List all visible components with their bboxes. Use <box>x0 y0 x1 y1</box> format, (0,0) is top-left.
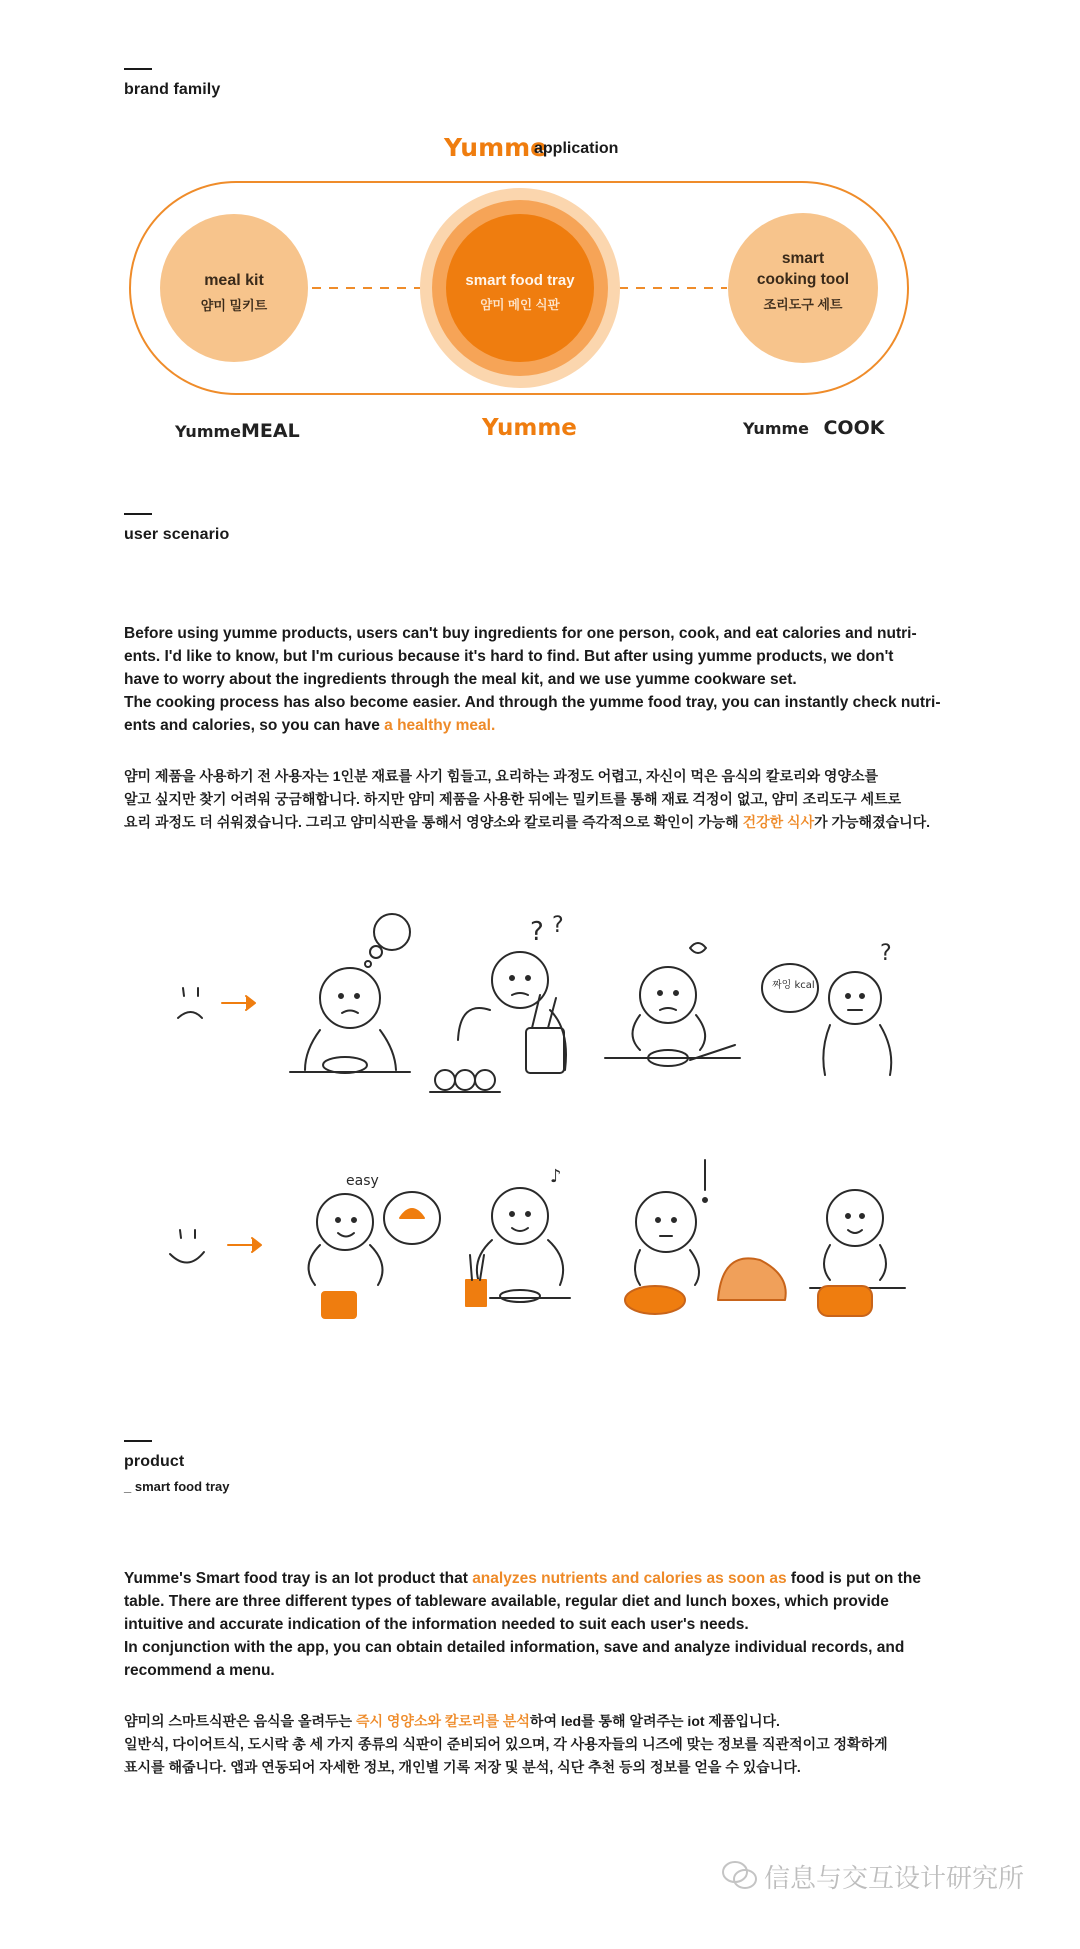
svg-text:?: ? <box>880 941 892 966</box>
scenario-english-text: Before using yumme products, users can't buy ingredients for one person, cook, and eat calories and nutri- ents. I'd like to know, but I'm curious because it's hard to find. But after using yumme products, we don't have to worry about the ingredients through the meal kit, and we use yumme cookware set. The cooking process has also become easier. And through the yumme food tray, you can instantly check nutri- ents and calories, so you can have a healthy meal. <box>124 625 941 734</box>
app-label: application <box>534 140 619 157</box>
watermark-text: 信息与交互设计研究所 <box>764 1864 1025 1894</box>
section-title-user-scenario: user scenario <box>124 526 230 543</box>
sketch-cooking-happy-person <box>466 1166 570 1306</box>
sketch-tray-happy-person <box>810 1190 905 1316</box>
product-korean-text: 얌미의 스마트식판은 음식을 올려두는 즉시 영양소와 칼로리를 분석하여 led를 통해 알려주는 iot 제품입니다. 일반식, 다이어트식, 도시락 총 세 가지 종류의 식판이 준비되어 있으며, 각 사용자들의 니즈에 맞는 정보를 직관적이고 정확하게 표시를 해줍니다. 앱과 연동되어 자세한 정보, 개인별 기록 저장 및 분석, 식단 추천 등의 정보를 얻을 수 있습니다. <box>124 1713 888 1775</box>
healthy-meal-highlight: a healthy meal. <box>384 717 496 734</box>
svg-text:?: ? <box>530 917 544 947</box>
meal-kit-label: meal kit 얌미 밀키트 <box>200 272 268 313</box>
analyzes-highlight: analyzes nutrients and calories as soon as <box>472 1570 787 1587</box>
section-rule <box>124 1440 152 1442</box>
yumme-logo: Yumme <box>444 133 548 162</box>
cooking-tool-label: smart cooking tool 조리도구 세트 <box>756 250 850 312</box>
svg-text:짜잉 kcal: 짜잉 kcal <box>772 980 815 991</box>
user-scenario-sketches <box>0 900 1080 1350</box>
svg-text:?: ? <box>552 913 564 938</box>
sad-face-icon <box>178 988 202 1018</box>
arrow-right-icon <box>228 1238 261 1252</box>
sketch-tray-surprise-person <box>625 1160 786 1314</box>
product-english-text: Yumme's Smart food tray is an Iot product that analyzes nutrients and calories as soon as food is put on the table. There are three different types of tableware available, regular diet and lunch boxes, which provide intuitive and accurate indication of the information needed to suit each user's needs. In conjunction with the app, you can obtain detailed information, save and analyze individual records, and recommend a menu. <box>124 1570 921 1679</box>
smart-food-tray-label: smart food tray 얌미 메인 식판 <box>465 272 575 312</box>
section-title-product: product <box>124 1453 185 1470</box>
product-subtitle: _ smart food tray <box>124 1479 230 1494</box>
sketch-cooking-person <box>605 943 740 1066</box>
korean-analyzes-highlight: 즉시 영양소와 칼로리를 분석 <box>355 1713 530 1729</box>
brand-family-diagram <box>0 0 1080 430</box>
yumme-meal-brand: YummeMEAL <box>175 420 300 442</box>
sketch-shopping-person <box>430 913 566 1092</box>
scenario-korean-text: 얌미 제품을 사용하기 전 사용자는 1인분 재료를 사기 힘들고, 요리하는 과정도 어렵고, 자신이 먹은 음식의 칼로리와 영양소를 알고 싶지만 찾기 어려워 궁금해합니다. 하지만 얌미 제품을 사용한 뒤에는 밀키트를 통해 재료 걱정이 없고, 얌미 조리도구 세트로 요리 과정도 더 쉬워졌습니다. 그리고 얌미식판을 통해서 영양소와 칼로리를 즉각적으로 확인이 가능해 건강한 식사가 가능해졌습니다. <box>124 768 931 830</box>
sketch-confused-person <box>762 941 892 1075</box>
wechat-icon <box>720 1858 760 1897</box>
sketch-easy-person <box>309 1173 440 1318</box>
yumme-center-brand: Yumme <box>482 415 577 441</box>
sketch-thinking-person <box>290 914 410 1073</box>
happy-face-icon <box>170 1230 204 1263</box>
yumme-cook-brand: Yumme COOK <box>743 417 885 439</box>
svg-text:♪: ♪ <box>550 1166 562 1187</box>
section-title-brand-family: brand family <box>124 81 221 98</box>
korean-healthy-meal-highlight: 건강한 식사 <box>742 814 815 830</box>
section-rule <box>124 513 152 515</box>
arrow-right-icon <box>222 996 255 1010</box>
svg-text:easy: easy <box>346 1173 379 1189</box>
